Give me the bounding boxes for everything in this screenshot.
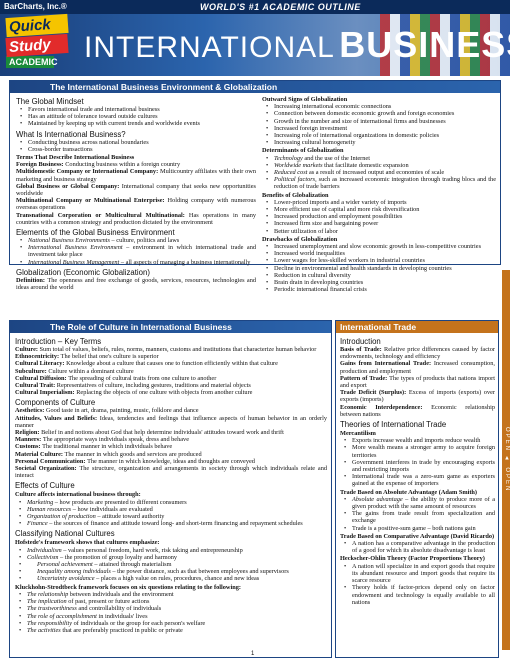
list-item: • Lower-priced imports and a wider variety of imports [262,199,496,206]
term: Aesthetics: [15,407,46,415]
term: National Business Environments [28,237,110,245]
list-item: • Uncertainty avoidance – places a high value on rules, procedures, chance and new ideas [15,575,327,582]
list-item: • Political factors, such as increased economic integration through trading blocs and the reduction of trade barriers [262,176,496,190]
definition: Cultural Trait: Representatives of culture, including gestures, traditions and material objects [15,382,251,390]
term: The implication [27,598,67,606]
term: Political factors, [274,176,317,184]
trade-column [340,335,495,606]
list-item: • Growth in the number and size of international firms and businesses [262,118,496,125]
list-item: • International Business Environment – environment in which international trade and investment take place [16,244,256,258]
list-item: • Favors international trade and international business [16,106,256,113]
list-item: • Increasing role of international organizations in domestic policies [262,132,496,139]
section-title: Introduction – Key Terms [15,337,102,346]
open-side-tab: OPEN ▲ OPEN [502,270,510,650]
bullet-list [262,155,496,191]
subsection-title: Kluckhohn-Strodtbeck framework focuses on six questions relating to the following: [15,583,241,591]
list-item: • Increased world inequalities [262,250,496,257]
culture-panel [9,320,332,658]
list-item: • Increased firm size and bargaining power [262,220,496,227]
term: International Business Environment [28,244,123,252]
bullet-list [340,437,495,487]
definition: Culture: Sum total of values, beliefs, rules, norms, manners, customs and institutions that characterize human behavior [15,346,317,353]
tagline: WORLD'S #1 ACADEMIC OUTLINE [200,2,361,12]
term: Finance [27,520,48,528]
term: Cultural Diffusion: [15,374,69,382]
term: Cultural Imperialism: [15,389,77,397]
section-title: Effects of Culture [15,481,75,491]
environment-right-column [262,95,496,293]
culture-heading: The Role of Culture in International Business [10,321,331,333]
term: Religion: [15,429,42,437]
term: Culture: [15,346,40,353]
bullet-list [16,139,256,153]
term: Gains from International Trade: [340,360,434,368]
bullet-list [340,563,495,606]
list-item: • Periodic international financial crisis [262,286,496,293]
term: Individualism [27,546,62,554]
definition: Aesthetics: Good taste in art, drama, painting, music, folklore and dance [15,407,199,415]
list-item: • Has an attitude of tolerance toward outside cultures [16,113,256,120]
term: Cultural Literacy: [15,360,67,368]
list-item: • Theory holds if factor-prices depend only on factor endowment and technology is equally available to all nations [340,584,495,606]
definition: Trade Deficit (Surplus): Excess of imports (exports) over exports (imports) [340,389,495,404]
term: Definition: [16,276,48,284]
term: Basis of Trade: [340,346,385,353]
section-title: The Global Mindset [16,97,84,106]
definition: Gains from International Trade: Increased consumption, production and employment [340,360,495,375]
term: Collectivism [27,553,59,561]
definition: Multidomestic Company or International Company: Multicountry affiliates with their own marketing and business strategy [16,168,256,183]
environment-heading: The International Business Environment & Globalization [10,81,500,93]
definition: Cultural Diffusion: The spreading of cultural traits from one culture to another [15,374,217,382]
definition: Foreign Business: Conducting business within a foreign country [16,161,181,169]
section-title: Elements of the Global Business Environment [16,228,175,238]
term: Trade Deficit (Surplus): [340,389,409,397]
trade-heading: International Trade [336,321,498,333]
term: The trustworthiness [27,605,77,613]
term: Uncertainty avoidance [37,575,95,583]
list-item: • The responsibility of individuals or the group for each person's welfare [15,620,327,627]
list-item: • Cross-border transactions [16,146,256,153]
bullet-list [15,547,327,583]
bullet-list [262,199,496,235]
list-item: • Better utilization of labor [262,228,496,235]
term: Inequality among individuals [37,568,111,576]
definition: Customs: The traditional manner in which individuals behave [15,443,173,451]
term: Reduced cost [274,169,308,177]
subsection-title: Hofstede's framework shows that cultures emphasize: [15,539,160,547]
term: Societal Organization: [15,465,80,473]
term: Human resources [27,505,72,513]
term: Multinational Company or Multinational Enterprise: [16,197,168,205]
section-title: Classifying National Cultures [15,529,115,539]
list-item: • Trade is a positive-sum game – both nations gain [340,525,495,532]
list-item: • More wealth means a stronger army to acquire foreign territories [340,444,495,458]
list-item: • Personal achievement – attained through materialism [15,561,327,568]
environment-panel [9,80,501,294]
term: Customs: [15,443,43,451]
definition: Cultural Literacy: Knowledge about a culture that causes one to function efficiently within that culture [15,360,278,368]
definition: Pattern of Trade: The types of products that nations import and export [340,374,495,390]
section-title: Introduction [340,337,381,346]
list-item: • Individualism – values personal freedom, hard work, risk taking and entrepreneurship [15,547,327,554]
publisher-name: BarCharts, Inc.® [4,2,67,11]
list-item: • International trade was a zero-sum game as exporters gained at the expense of importers [340,473,495,487]
list-item: • Collectivism – the promotion of group loyalty and harmony [15,554,327,561]
list-item: • Finance – the sources of finance and attitude toward long- and short-term financing and repayment schedules [15,520,327,527]
list-item: • Organization of production – attitude toward authority [15,513,327,520]
list-item: • Increasing cultural homogeneity [262,139,496,146]
definition: Attitudes, Values and Beliefs: Ideas, tendencies and feelings that influence aspects of human behavior in an orderly manner [15,414,327,429]
term: Foreign Business: [16,161,66,169]
definition: Cultural Imperialism: Replacing the objects of one culture with objects from another culture [15,389,253,397]
term: Personal Communication: [15,457,88,465]
term: Transnational Corporation or Multicultural Multinational: [16,211,189,219]
subsection-title: Benefits of Globalization [262,191,329,199]
definition: Societal Organization: The structure, organization and arrangements in society through which individuals relate and interact [15,465,327,480]
bullet-list [262,103,496,146]
list-item: • Human resources – how individuals are evaluated [15,506,327,513]
term: Attitudes, Values and Beliefs: [15,414,100,422]
list-item: • International Business Management – all aspects of managing a business internationally [16,259,256,266]
section-title: What Is International Business? [16,129,126,139]
list-item: • Absolute advantage – the ability to produce more of a given product with the same amount of resources [340,496,495,510]
subsection-title: Outward Signs of Globalization [262,96,348,103]
list-item: • Decline in environmental and health standards in developing countries [262,265,496,272]
list-item: • The implication of past, present or future actions [15,598,327,605]
subsection-title: Heckscher-Ohlin Theory (Factor Proportions Theory) [340,555,485,563]
definition: Manners: The appropriate ways individuals speak, dress and behave [15,436,189,444]
list-item: • The gains from trade result from specialization and exchange [340,510,495,524]
trade-panel [335,320,499,658]
definition: Global Business or Global Company: International company that seeks new opportunities worldwide [16,182,256,198]
list-item: • The activities that are preferably practiced in public or private [15,627,327,634]
list-item: • A nation will specialize in and export goods that require its abundant resource and import goods that require its scarce resource [340,563,495,585]
subsection-title: Terms That Describe International Business [16,154,135,162]
list-item: • Technology and the use of the Internet [262,155,496,162]
term: Technology [274,154,303,162]
definition: Economic Interdependence: Economic relationship between nations [340,403,495,418]
list-item: • Exports increase wealth and imports reduce wealth [340,437,495,444]
list-item: • Conducting business across national boundaries [16,139,256,146]
term: Ethnocentricity: [15,353,61,361]
term: International Business Management [28,258,120,266]
definition: Ethnocentricity: The belief that one's culture is superior [15,353,159,361]
definition: Definition: The openness and free exchange of goods, services, resources, technologies and ideas around the world [16,276,256,292]
definition: Transnational Corporation or Multicultural Multinational: Has operations in many countries with a common strategy and production dictated by the environment [16,211,256,226]
list-item: • Reduction in cultural diversity [262,272,496,279]
culture-column [15,335,327,634]
list-item: • Connection between domestic economic growth and foreign economies [262,110,496,117]
definition: Multinational Company or Multinational Enterprise: Holding company with numerous overseas operations [16,197,256,212]
subsection-title: Trade Based on Comparative Advantage (David Ricardo) [340,532,495,540]
list-item: • Increased production and employment possibilities [262,213,496,220]
subsection-title: Determinants of Globalization [262,147,344,155]
bullet-list [16,106,256,128]
term: Subculture: [15,367,49,375]
term: The role of accomplishment [27,612,97,620]
bullet-list [262,243,496,293]
list-item: • More efficient use of capital and more risk diversification [262,206,496,213]
definition: Basis of Trade: Relative price differences caused by factor endowments, technology and efficiency [340,346,495,361]
list-item: • Increased foreign investment [262,125,496,132]
subsection-title: Culture affects international business through: [15,491,141,499]
list-item: • Increasing international economic connections [262,103,496,110]
list-item: • Government interferes in trade by encouraging exports and restricting imports [340,459,495,473]
definition: Personal Communication: The manner in which knowledge, ideas and thoughts are conveyed [15,457,255,465]
list-item: • National Business Environments – culture, politics and laws [16,237,256,244]
term: Absolute advantage [352,495,403,503]
bullet-list [15,499,327,528]
list-item: • Increased unemployment and slow economic growth in less-competitive countries [262,243,496,250]
bullet-list [16,237,256,266]
term: Worldwide markets [274,161,323,169]
list-item: • Maintained by keeping up with current trends and worldwide events [16,120,256,127]
term: Cultural Trait: [15,382,57,390]
list-item: • A nation has a comparative advantage in the production of a good for which its absolute disadvantage is least [340,540,495,554]
bullet-list [340,540,495,554]
list-item: • The relationship between individuals and the environment [15,591,327,598]
quickstudy-logo: Quick Study ACADEMIC [6,16,68,68]
list-item: • Reduced cost as a result of increased output and economies of scale [262,169,496,176]
list-item: • Marketing – how products are presented to different consumers [15,499,327,506]
term: Manners: [15,436,43,444]
list-item: • The trustworthiness and controllability of individuals [15,605,327,612]
term: Global Business or Global Company: [16,182,122,190]
term: The activities [27,626,61,634]
section-title: Components of Culture [15,398,96,408]
list-item: • The role of accomplishment in individuals' lives [15,613,327,620]
definition: Subculture: Culture within a dominant culture [15,367,134,375]
bullet-list [340,496,495,532]
term: Marketing [27,498,54,506]
subsection-title: Drawbacks of Globalization [262,235,338,243]
list-item: • Inequality among individuals – the power distance, such as that between employees and supervisors [15,568,327,575]
term: Organization of production [27,513,96,521]
list-item: • Worldwide markets that facilitate domestic expansion [262,162,496,169]
section-title: Globalization (Economic Globalization) [16,267,150,277]
definition: Religion: Belief in and notions about God that help determine individuals' attitudes toward work and thrift [15,429,284,437]
term: Economic Interdependence: [340,403,432,411]
bullet-list [15,591,327,634]
header-banner [0,0,531,76]
subsection-title: Mercantilism [340,430,376,438]
term: The relationship [27,590,69,598]
definition: Material Culture: The manner in which goods and services are produced [15,450,202,458]
term: The responsibility [27,619,73,627]
page-title: INTERNATIONAL BUSINESS [84,24,531,65]
page-number: 1 [251,651,255,657]
list-item: • Lower wages for less-skilled workers in industrial countries [262,257,496,264]
list-item: • Brain drain in developing countries [262,279,496,286]
term: Personal achievement [37,561,93,569]
section-title: Theories of International Trade [340,420,447,430]
term: Multidomestic Company or International Company: [16,168,160,176]
environment-left-column [16,95,256,291]
term: Material Culture: [15,450,65,458]
subsection-title: Trade Based on Absolute Advantage (Adam Smith) [340,488,478,496]
term: Pattern of Trade: [340,374,390,382]
